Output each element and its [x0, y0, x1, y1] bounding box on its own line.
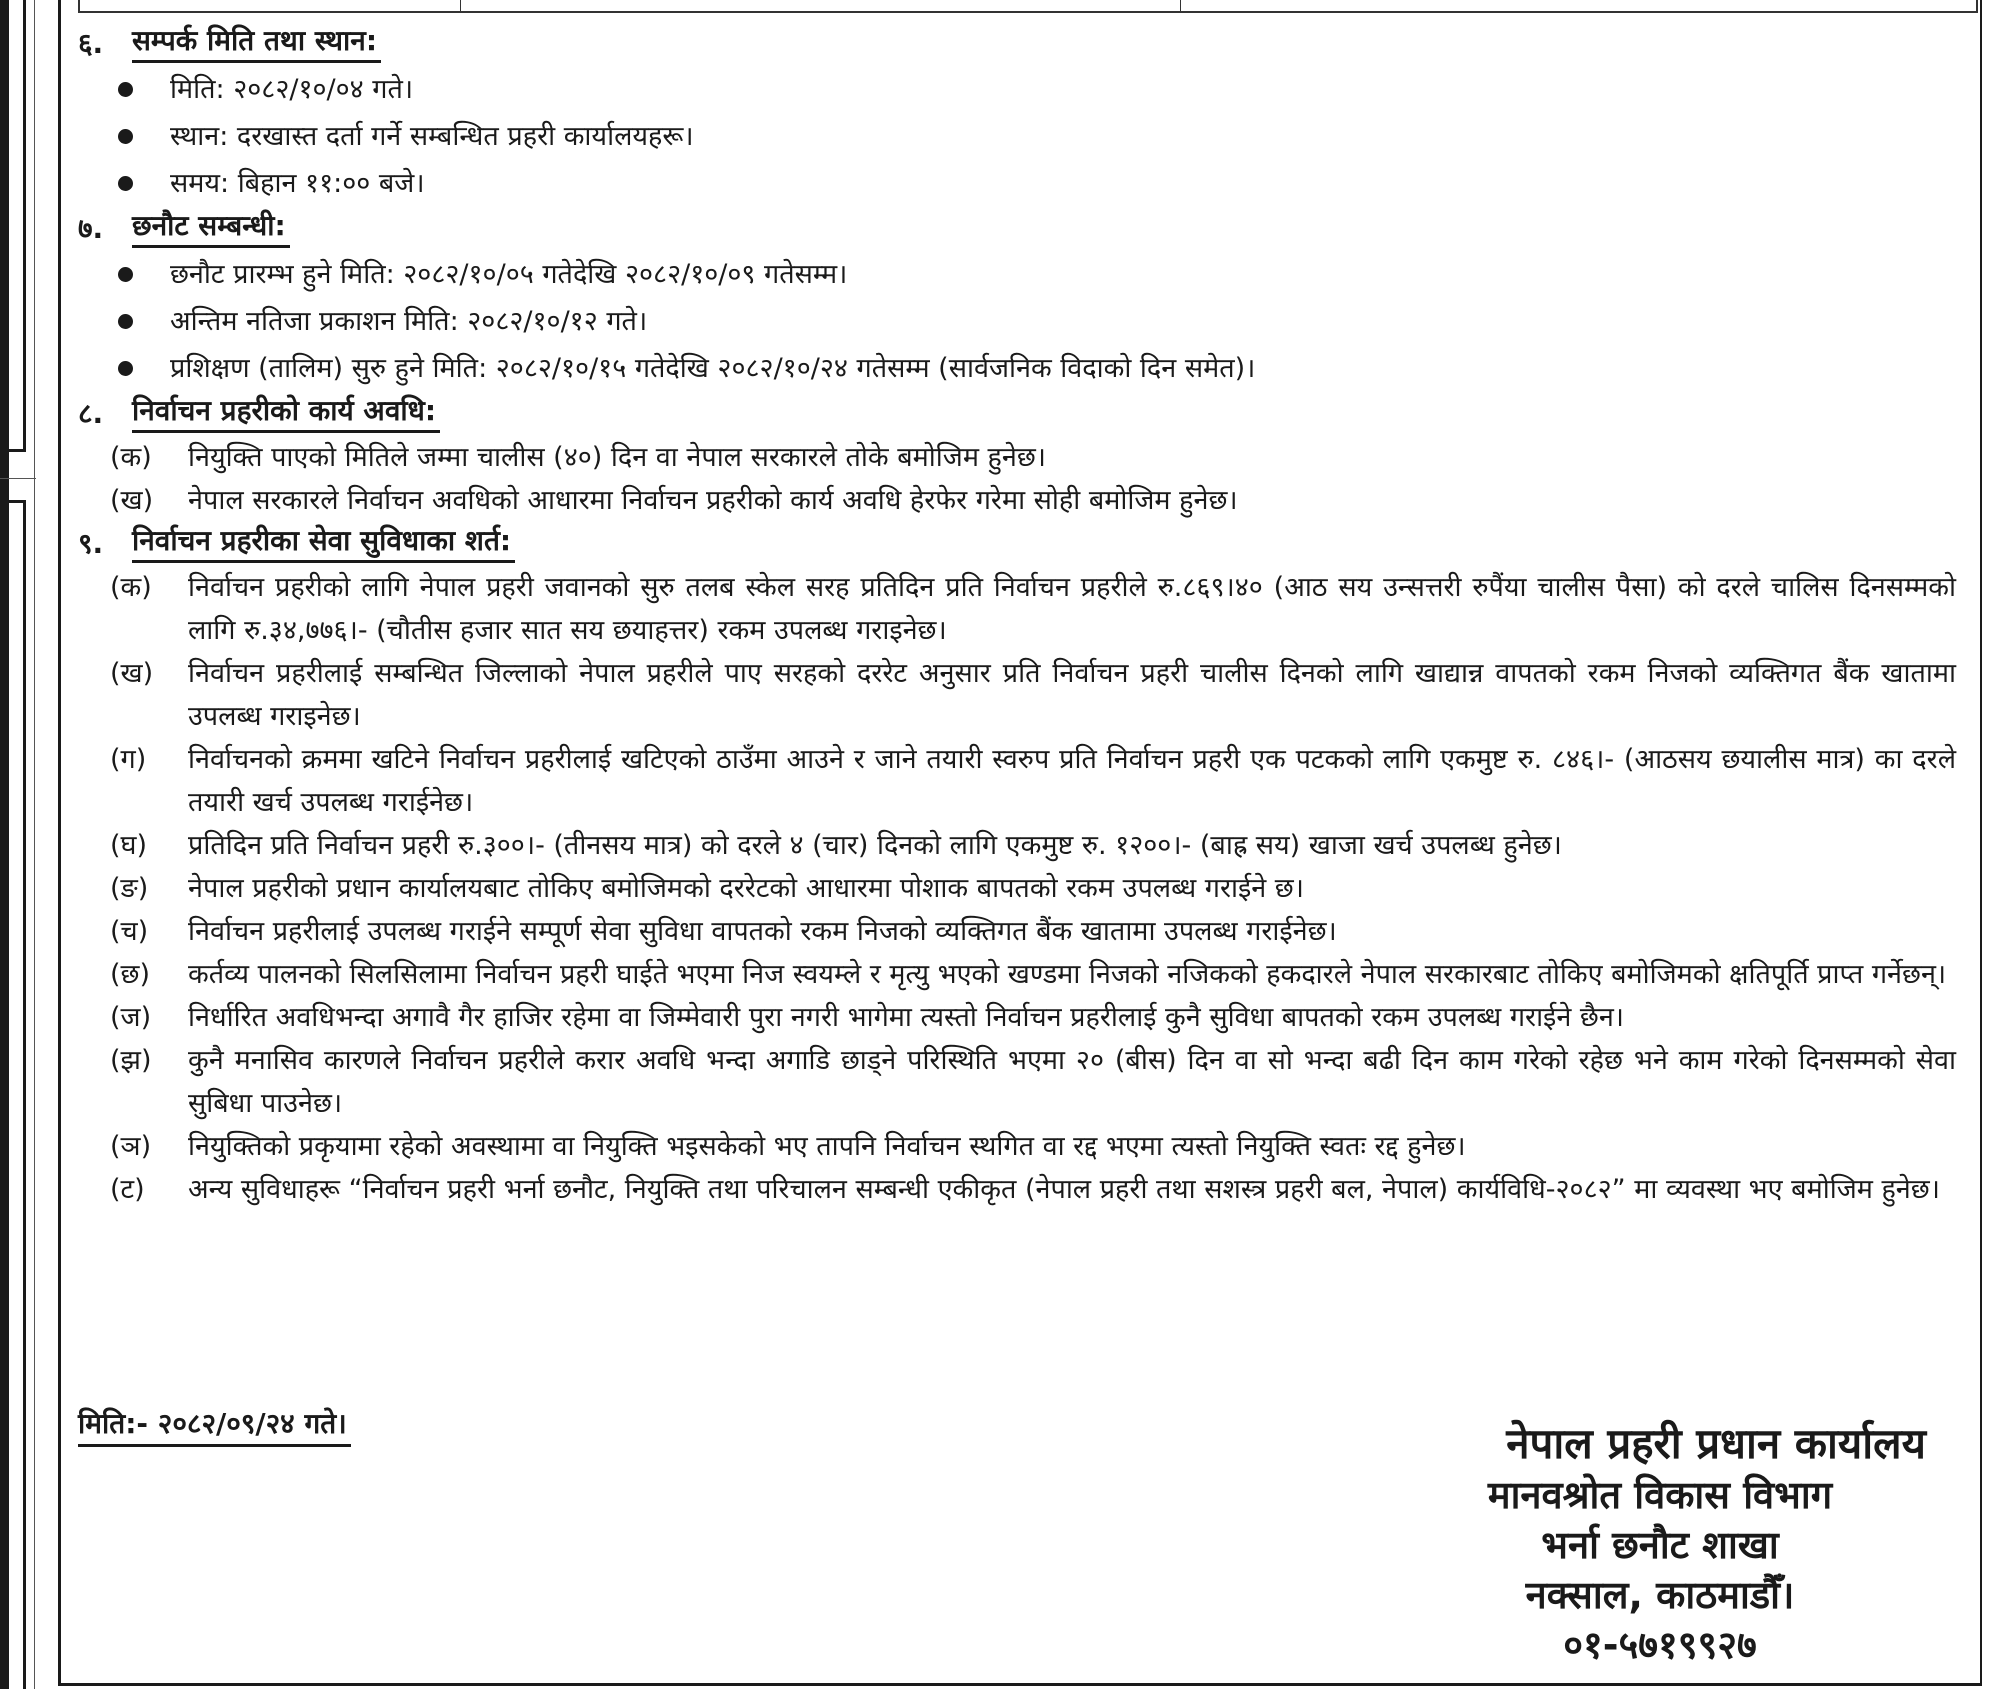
clause-label: (क) — [110, 572, 152, 603]
clause-text: निर्वाचन प्रहरीलाई सम्बन्धित जिल्लाको नेपाल प्रहरीले पाए सरहको दररेट अनुसार प्रति निर्वाचन प्रहरी चालीस दिनको लागि खाद्यान्न वापतको रकम निजको व्यक्तिगत बैंक खातामा उपलब्ध गराइनेछ। — [188, 658, 1956, 732]
bullet-item: छनौट प्रारम्भ हुने मिति: २०८२/१०/०५ गतेदेखि २०८२/१०/०९ गतेसम्म। — [78, 251, 1968, 298]
clause-label: (ङ) — [110, 873, 149, 904]
section-8-heading — [78, 392, 1968, 436]
bullet-icon — [118, 314, 133, 329]
clause-item — [78, 479, 1968, 522]
bullet-item: समय: बिहान ११:०० बजे। — [78, 160, 1968, 207]
section-title: छनौट सम्बन्धी: — [132, 207, 290, 248]
clause-label: (ञ) — [110, 1131, 152, 1162]
department-name: मानवश्रोत विकास विभाग — [1487, 1473, 1833, 1517]
clause-label: (ज) — [110, 1002, 152, 1033]
clause-label: (ख) — [110, 485, 154, 516]
clause-text: प्रतिदिन प्रति निर्वाचन प्रहरी रु.३००।- (तीनसय मात्र) को दरले ४ (चार) दिनको लागि एकमुष्ट रु. १२००।- (बाह्र सय) खाजा खर्च उपलब्ध हुनेछ। — [188, 830, 1562, 861]
clause-label: (झ) — [110, 1045, 152, 1076]
clause-text: नियुक्ति पाएको मितिले जम्मा चालीस (४०) दिन वा नेपाल सरकारले तोके बमोजिम हुनेछ। — [188, 442, 1047, 473]
clause-text: नेपाल प्रहरीको प्रधान कार्यालयबाट तोकिए बमोजिमको दररेटको आधारमा पोशाक बापतको रकम उपलब्ध गराईने छ। — [188, 873, 1304, 904]
office-phone: ०१-५७१९९२७ — [1563, 1623, 1757, 1667]
clause-item — [78, 1125, 1968, 1168]
clause-text: कर्तव्य पालनको सिलसिलामा निर्वाचन प्रहरी घाईते भएमा निज स्वयम्ले र मृत्यु भएको खण्डमा निजको नजिकको हकदारले नेपाल सरकारबाट तोकिए बमोजिमको क्षतिपूर्ति प्राप्त गर्नेछन्। — [188, 959, 1947, 990]
clause-item — [78, 436, 1968, 479]
section-9-heading — [78, 522, 1968, 566]
bullet-icon — [118, 176, 133, 191]
previous-table-bottom — [78, 0, 1978, 13]
clause-text: नियुक्तिको प्रकृयामा रहेको अवस्थामा वा नियुक्ति भइसकेको भए तापनि निर्वाचन स्थगित वा रद्द भएमा त्यस्तो नियुक्ति स्वतः रद्द हुनेछ। — [188, 1131, 1466, 1162]
left-margin-rule — [34, 0, 35, 1689]
section-title: निर्वाचन प्रहरीको कार्य अवधि: — [132, 392, 440, 433]
table-column-divider — [1180, 0, 1181, 11]
office-address: नक्साल, काठमाडौँ। — [1525, 1573, 1795, 1617]
bullet-icon — [118, 361, 133, 376]
clause-item — [78, 738, 1968, 824]
clause-label: (क) — [110, 442, 152, 473]
office-name: नेपाल प्रहरी प्रधान कार्यालय — [1506, 1419, 1926, 1468]
bullet-icon — [118, 82, 133, 97]
clause-item — [78, 1039, 1968, 1125]
clause-label: (घ) — [110, 830, 148, 861]
section-title: सम्पर्क मिति तथा स्थान: — [132, 22, 381, 63]
clause-text: निर्धारित अवधिभन्दा अगावै गैर हाजिर रहेमा वा जिम्मेवारी पुरा नगरी भागेमा त्यस्तो निर्वाचन प्रहरीलाई कुनै सुविधा बापतको रकम उपलब्ध गराईने छैन। — [188, 1002, 1625, 1033]
section-number: ८. — [78, 397, 104, 430]
clause-text: नेपाल सरकारले निर्वाचन अवधिको आधारमा निर्वाचन प्रहरीको कार्य अवधि हेरफेर गरेमा सोही बमोजिम हुनेछ। — [188, 485, 1238, 516]
branch-name: भर्ना छनौट शाखा — [1541, 1523, 1779, 1567]
section-title: निर्वाचन प्रहरीका सेवा सुविधाका शर्त: — [132, 522, 515, 563]
clause-text: कुनै मनासिव कारणले निर्वाचन प्रहरीले करार अवधि भन्दा अगाडि छाड्ने परिस्थिति भएमा २० (बीस) दिन वा सो भन्दा बढी दिन काम गरेको रहेछ भने काम गरेको दिनसम्मको सेवा सुबिधा पाउनेछ। — [188, 1045, 1956, 1119]
left-margin-box-upper — [0, 0, 26, 452]
clause-text: निर्वाचन प्रहरीको लागि नेपाल प्रहरी जवानको सुरु तलब स्केल सरह प्रतिदिन प्रति निर्वाचन प्रहरीले रु.८६९।४० (आठ सय उन्सत्तरी रुपैंया चालीस पैसा) को दरले चालिस दिनसम्मको लागि रु.३४,७७६।- (चौतीस हजार सात सय छयाहत्तर) रकम उपलब्ध गराइनेछ। — [188, 572, 1956, 646]
bullet-icon — [118, 267, 133, 282]
section-number: ७. — [78, 212, 104, 245]
clause-item — [78, 824, 1968, 867]
section-number: ६. — [78, 27, 104, 60]
left-margin-divider — [0, 478, 36, 479]
clause-label: (च) — [110, 916, 149, 947]
clause-text: निर्वाचन प्रहरीलाई उपलब्ध गराईने सम्पूर्ण सेवा सुविधा वापतको रकम निजको व्यक्तिगत बैंक खातामा उपलब्ध गराईनेछ। — [188, 916, 1337, 947]
clause-item — [78, 910, 1968, 953]
bullet-icon — [118, 129, 133, 144]
clause-label: (ख) — [110, 658, 154, 689]
section-7-heading — [78, 207, 1968, 251]
clause-text: निर्वाचनको क्रममा खटिने निर्वाचन प्रहरीलाई खटिएको ठाउँमा आउने र जाने तयारी स्वरुप प्रति निर्वाचन प्रहरी एक पटकको लागि एकमुष्ट रु. ८४६।- (आठसय छयालीस मात्र) का दरले तयारी खर्च उपलब्ध गराईनेछ। — [188, 744, 1956, 818]
bullet-item: प्रशिक्षण (तालिम) सुरु हुने मिति: २०८२/१०/१५ गतेदेखि २०८२/१०/२४ गतेसम्म (सार्वजनिक विदाको दिन समेत)। — [78, 345, 1968, 392]
section-6-heading — [78, 22, 1968, 66]
clause-text: अन्य सुविधाहरू “निर्वाचन प्रहरी भर्ना छनौट, नियुक्ति तथा परिचालन सम्बन्धी एकीकृत (नेपाल प्रहरी तथा सशस्त्र प्रहरी बल, नेपाल) कार्यविधि-२०८२” मा व्यवस्था भए बमोजिम हुनेछ। — [188, 1174, 1940, 1205]
bullet-item: स्थान: दरखास्त दर्ता गर्ने सम्बन्धित प्रहरी कार्यालयहरू। — [78, 113, 1968, 160]
clause-label: (छ) — [110, 959, 150, 990]
clause-item — [78, 566, 1968, 652]
issuing-office-block — [1370, 1418, 1950, 1670]
bullet-item: मिति: २०८२/१०/०४ गते। — [78, 66, 1968, 113]
clause-item — [78, 867, 1968, 910]
notice-body — [78, 22, 1968, 1211]
clause-label: (ट) — [110, 1174, 145, 1205]
table-column-divider — [460, 0, 461, 11]
bullet-item: अन्तिम नतिजा प्रकाशन मिति: २०८२/१०/१२ गते। — [78, 298, 1968, 345]
clause-label: (ग) — [110, 744, 147, 775]
clause-item — [78, 953, 1968, 996]
clause-item — [78, 1168, 1968, 1211]
clause-item — [78, 652, 1968, 738]
left-margin-box-lower — [0, 500, 26, 1689]
clause-item — [78, 996, 1968, 1039]
section-number: ९. — [78, 527, 104, 560]
issue-date: मिति:- २०८२/०९/२४ गते। — [78, 1404, 351, 1447]
